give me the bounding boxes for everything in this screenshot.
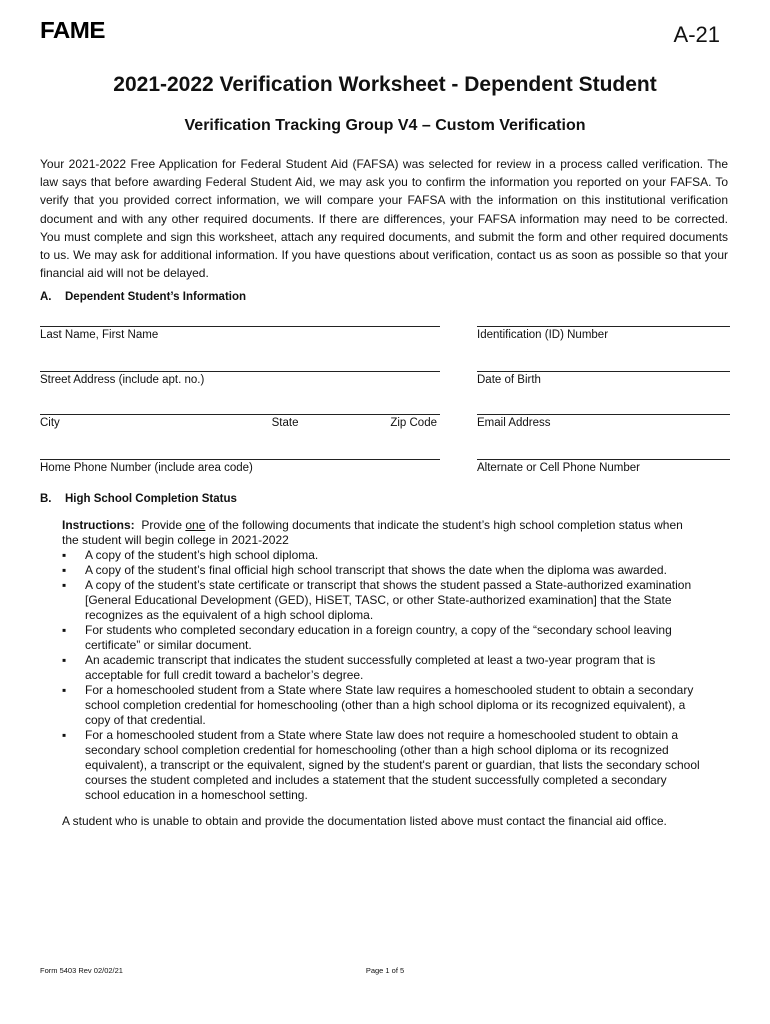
city-label: City xyxy=(40,417,60,429)
section-b-heading xyxy=(40,493,237,505)
page-title: 2021-2022 Verification Worksheet - Dependent Student xyxy=(113,73,657,96)
instructions-text xyxy=(62,518,702,548)
closing-note: A student who is unable to obtain and provide the documentation listed above must contact the financial aid office. xyxy=(62,814,667,828)
list-item: ▪ A copy of the student’s state certificate or transcript that shows the student passed a State-authorized examination [General Educational Development (GED), HiSET, TASC, or other State-authorized examination] that the State recognizes as the equivalent of a high school diploma. xyxy=(62,578,702,623)
date-of-birth-field-line xyxy=(477,371,730,372)
cell-phone-field-label: Alternate or Cell Phone Number xyxy=(477,462,640,474)
instructions-pre: Provide xyxy=(141,518,183,532)
list-item: ▪ For a homeschooled student from a State where State law requires a homeschooled student to obtain a secondary school completion credential for homeschooling (other than a high school diploma or its recognized equivalent), a copy of that credential. xyxy=(62,683,702,728)
page-number: Page 1 of 5 xyxy=(365,966,405,975)
name-field-line xyxy=(40,326,440,327)
home-phone-field-line xyxy=(40,459,440,460)
cell-phone-field[interactable] xyxy=(477,459,730,474)
list-item: ▪ A copy of the student’s final official high school transcript that shows the date when the diploma was awarded. xyxy=(62,563,702,578)
date-of-birth-field[interactable] xyxy=(477,371,730,386)
home-phone-field[interactable] xyxy=(40,459,440,474)
home-phone-field-label: Home Phone Number (include area code) xyxy=(40,462,253,474)
id-number-field-line xyxy=(477,326,730,327)
list-item: ▪ For a homeschooled student from a State where State law does not require a homeschooled student to obtain a secondary school completion credential for homeschooling (other than a high school diploma or its recognized equivalent), a transcript or the equivalent, signed by the student's parent or guardian, that lists the secondary school courses the student completed and includes a statement that the student successfully completed a secondary school education in a homeschool setting. xyxy=(62,728,702,803)
intro-paragraph: Your 2021-2022 Free Application for Federal Student Aid (FAFSA) was selected for review in a process called verification. The law says that before awarding Federal Student Aid, we may ask you to confirm the information you reported on your FAFSA. To verify that you provided correct information, we will compare your FAFSA with the information on this institutional verification document and with any other required documents. If there are differences, your FAFSA information may need to be corrected. You must complete and sign this worksheet, attach any required documents, and submit the form and other required documents to us. We may ask for additional information. If you have questions about verification, contact us as soon as possible so that your financial aid will not be delayed. xyxy=(40,157,728,281)
city-state-zip-labels xyxy=(40,417,440,429)
id-number-field[interactable] xyxy=(477,326,730,341)
fame-logo: FAME xyxy=(40,17,105,43)
email-field-label: Email Address xyxy=(477,417,551,429)
document-options-list xyxy=(62,548,702,803)
instructions-block xyxy=(62,518,702,803)
instructions-lead: Instructions: xyxy=(62,518,135,532)
section-b-title: High School Completion Status xyxy=(65,493,237,505)
street-address-field-line xyxy=(40,371,440,372)
instructions-post: of the following documents that indicate the student’s high school completion status when the student will begin college in 2021-2022 xyxy=(62,518,683,547)
cell-phone-field-line xyxy=(477,459,730,460)
name-field[interactable] xyxy=(40,326,440,341)
section-a-letter: A. xyxy=(40,291,52,303)
section-b-letter: B. xyxy=(40,493,52,505)
email-field[interactable] xyxy=(477,414,730,429)
street-address-field[interactable] xyxy=(40,371,440,386)
city-state-zip-field-line xyxy=(40,414,440,415)
id-number-field-label: Identification (ID) Number xyxy=(477,329,609,341)
form-code: A-21 xyxy=(673,22,720,47)
instructions-underlined: one xyxy=(185,518,206,532)
city-state-zip-field[interactable] xyxy=(40,414,440,429)
section-a-title: Dependent Student’s Information xyxy=(65,291,247,303)
form-number: Form 5403 Rev 02/02/21 xyxy=(40,966,123,975)
zip-code-label: Zip Code xyxy=(390,417,437,429)
section-a-heading xyxy=(40,291,246,303)
page-subtitle: Verification Tracking Group V4 – Custom Verification xyxy=(184,117,586,134)
email-field-line xyxy=(477,414,730,415)
list-item: ▪ An academic transcript that indicates the student successfully completed at least a two-year program that is acceptable for full credit toward a bachelor’s degree. xyxy=(62,653,702,683)
list-item: ▪ For students who completed secondary education in a foreign country, a copy of the “secondary school leaving certificate” or similar document. xyxy=(62,623,702,653)
list-item: ▪ A copy of the student’s high school diploma. xyxy=(62,548,702,563)
date-of-birth-field-label: Date of Birth xyxy=(477,374,541,386)
street-address-field-label: Street Address (include apt. no.) xyxy=(40,374,205,386)
state-label: State xyxy=(271,417,299,429)
name-field-label: Last Name, First Name xyxy=(40,329,159,341)
